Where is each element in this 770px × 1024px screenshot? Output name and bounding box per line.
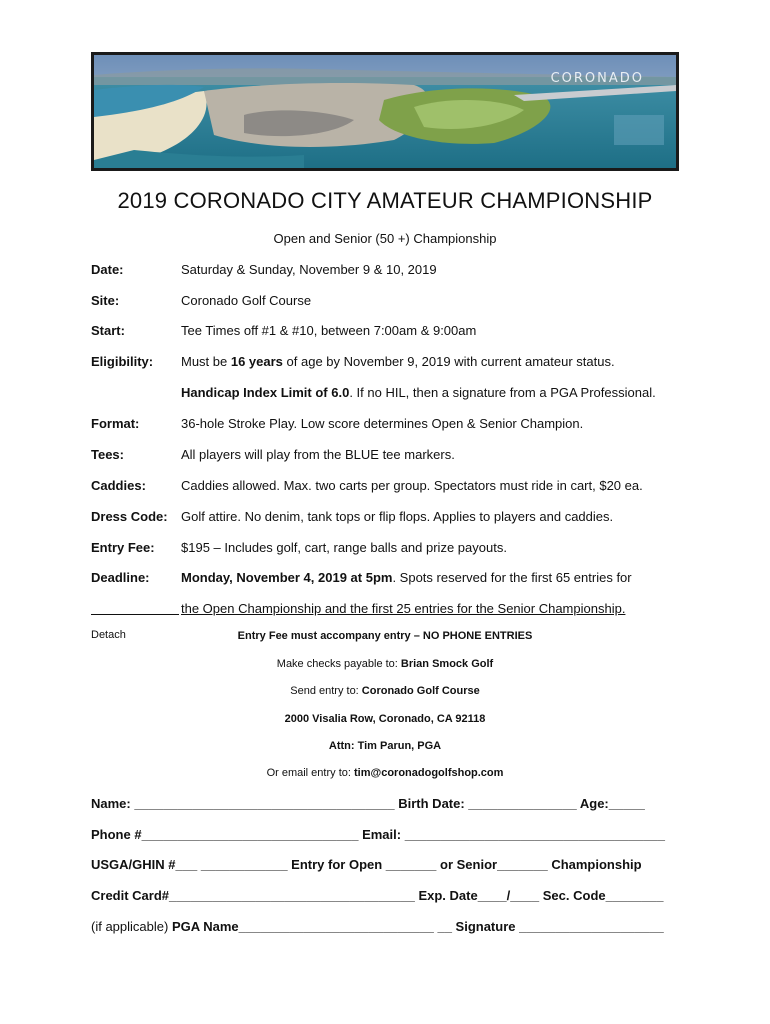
checks-payee: Brian Smock Golf [400, 658, 494, 670]
handicap-limit: Handicap Index Limit of 6.0 [181, 385, 350, 400]
page-title: 2019 CORONADO CITY AMATEUR CHAMPIONSHIP [117, 188, 653, 213]
email-entry-line [0, 767, 770, 779]
start-value: Tee Times off #1 & #10, between 7:00am & 9:00am [181, 323, 477, 338]
coronado-aerial-banner [91, 52, 679, 171]
email-address: tim@coronadogolfshop.com [353, 767, 504, 779]
caddies-value: Caddies allowed. Max. two carts per group. Spectators must ride in cart, $20 ea. [181, 478, 643, 493]
banner-caption: CORONADO [550, 71, 644, 86]
form-usga-line[interactable]: USGA/GHIN #___ ____________ Entry for Open _______ or Senior_______ Championship [91, 857, 642, 872]
send-label: Send entry to: [290, 685, 362, 697]
mailing-address: 2000 Visalia Row, Coronado, CA 92118 [284, 713, 486, 725]
eligibility-value [181, 354, 615, 369]
eligibility-text-post: of age by November 9, 2019 with current amateur status. [282, 354, 615, 369]
checks-label: Make checks payable to: [276, 658, 401, 670]
send-recipient: Coronado Golf Course [361, 685, 480, 697]
handicap-line [181, 385, 656, 400]
form-phone-line[interactable]: Phone #______________________________ Email: ____________________________________ [91, 827, 665, 842]
site-value: Coronado Golf Course [181, 293, 312, 308]
form-credit-card-line[interactable]: Credit Card#__________________________________ Exp. Date____/____ Sec. Code________ [91, 888, 664, 903]
entry-fee-note: Entry Fee must accompany entry – NO PHONE ENTRIES [237, 630, 533, 642]
dress-code-label: Dress Code: [91, 509, 168, 524]
eligibility-label: Eligibility: [91, 354, 154, 369]
if-applicable-note: (if applicable) [91, 919, 172, 934]
tees-value: All players will play from the BLUE tee markers. [181, 447, 455, 462]
deadline-date: Monday, November 4, 2019 at 5pm [181, 570, 393, 585]
caddies-label: Caddies: [91, 478, 146, 493]
entry-fee-label: Entry Fee: [91, 540, 155, 555]
handicap-note: . If no HIL, then a signature from a PGA Professional. [349, 385, 656, 400]
date-label: Date: [91, 262, 124, 277]
format-value: 36-hole Stroke Play. Low score determines Open & Senior Champion. [181, 416, 584, 431]
checks-payable-line [0, 658, 770, 670]
eligibility-age: 16 years [230, 354, 283, 369]
detach-label: Detach [91, 629, 126, 641]
date-value: Saturday & Sunday, November 9 & 10, 2019 [181, 262, 437, 277]
send-entry-line [0, 685, 770, 697]
pga-name-signature: PGA Name___________________________ __ Signature ____________________ [171, 919, 664, 934]
deadline-continued: the Open Championship and the first 25 entries for the Senior Championship. [181, 601, 626, 616]
dress-code-value: Golf attire. No denim, tank tops or flip flops. Applies to players and caddies. [181, 509, 614, 524]
deadline-note: . Spots reserved for the first 65 entries for [392, 570, 632, 585]
entry-fee-value: $195 – Includes golf, cart, range balls and prize payouts. [181, 540, 507, 555]
deadline-label: Deadline: [91, 570, 150, 585]
site-label: Site: [91, 293, 120, 308]
detach-line [91, 614, 179, 615]
form-name-line[interactable]: Name: ____________________________________ Birth Date: _______________ Age:_____ [91, 796, 645, 811]
eligibility-text-pre: Must be [181, 354, 231, 369]
deadline-value [181, 570, 632, 585]
email-label: Or email entry to: [266, 767, 354, 779]
tees-label: Tees: [91, 447, 124, 462]
format-label: Format: [91, 416, 140, 431]
attention-line: Attn: Tim Parun, PGA [328, 740, 442, 752]
start-label: Start: [91, 323, 125, 338]
page-subtitle: Open and Senior (50 +) Championship [273, 231, 497, 246]
form-pga-signature-line[interactable] [91, 919, 664, 934]
